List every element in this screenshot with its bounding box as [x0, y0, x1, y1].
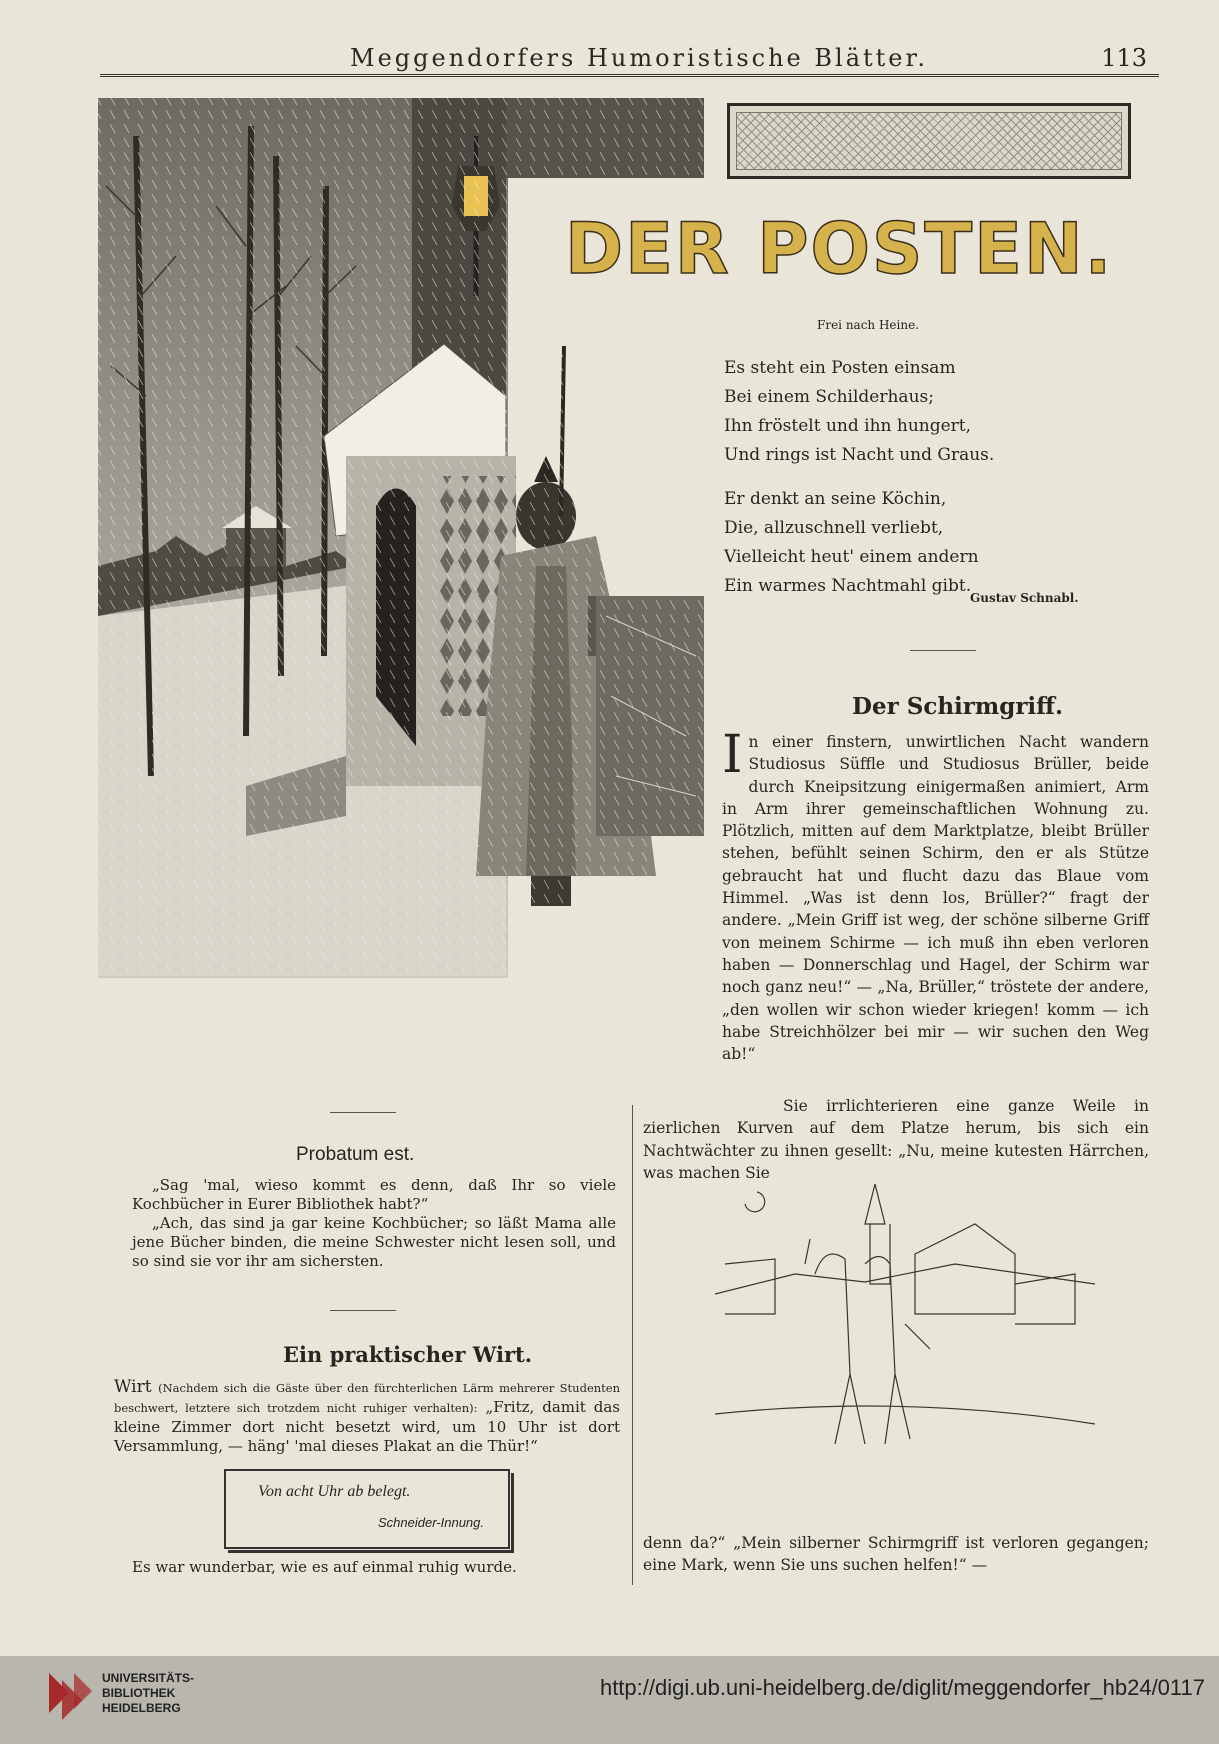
plakat-line-2: Schneider-Innung.	[377, 1515, 484, 1530]
running-head	[100, 40, 1159, 77]
ornament-box	[727, 103, 1131, 179]
poem-line: Und rings ist Nacht und Graus.	[724, 445, 995, 465]
wirt-body	[114, 1378, 620, 1456]
poem-line: Die, allzuschnell verliebt,	[724, 518, 944, 538]
poem-line: Ihn fröstelt und ihn hungert,	[724, 416, 972, 436]
university-library-logo-icon	[44, 1668, 94, 1726]
footer-institution-line: UNIVERSITÄTS-	[102, 1671, 195, 1685]
footer-url-link[interactable]: http://digi.ub.uni-heidelberg.de/diglit/meggendorfer_hb24/0117	[599, 1675, 1205, 1700]
poem-stanza-2	[724, 485, 1104, 601]
poem-line: Es steht ein Posten einsam	[724, 358, 956, 378]
probatum-paragraph: „Ach, das sind ja gar keine Kochbücher; so läßt Mama alle jene Bücher binden, die meine Schwester nicht lesen soll, und so sind sie vor ihr am sichersten.	[132, 1214, 616, 1270]
drop-cap: I	[722, 725, 743, 785]
schirmgriff-title: Der Schirmgriff.	[852, 693, 1064, 720]
poem-stanza-1	[724, 354, 1104, 470]
divider-rule	[910, 650, 976, 651]
poem-title: DER POSTEN.	[565, 208, 1114, 290]
wirt-speaker: Wirt	[114, 1377, 152, 1397]
schirmgriff-ending: denn da?“ „Mein silberner Schirmgriff ist verloren gegangen; eine Mark, wenn Sie uns suchen helfen!“ —	[643, 1534, 1149, 1575]
probatum-body	[132, 1176, 616, 1271]
night-watchman-sketch	[715, 1164, 1095, 1454]
footer-institution-line: HEIDELBERG	[102, 1701, 181, 1715]
poem-subtitle: Frei nach Heine.	[817, 318, 920, 332]
night-watchman-drawing	[715, 1164, 1095, 1454]
footer-institution-line: BIBLIOTHEK	[102, 1686, 176, 1700]
probatum-title: Probatum est.	[296, 1144, 415, 1165]
poem-line: Ein warmes Nachtmahl gibt.	[724, 576, 972, 596]
schirmgriff-continuation: Sie irrlichterieren eine ganze Weile in zierlichen Kurven auf dem Platze herum, bis sich ein Nachtwächter zu ihnen gesellt: „Nu, meine kutesten Härrchen, was machen Sie	[643, 1097, 1149, 1182]
column-divider	[632, 1105, 633, 1585]
running-title: Meggendorfers Humoristische Blätter.	[350, 44, 928, 72]
wirt-stage-direction: (Nachdem sich die Gäste über den fürchterlichen Lärm mehrerer Studenten beschwert, letztere sich trotzdem nicht ruhiger verhalten):	[114, 1381, 620, 1415]
plakat-line-1: Von acht Uhr ab belegt.	[258, 1483, 411, 1500]
page-number: 113	[1101, 44, 1147, 72]
poem-line: Bei einem Schilderhaus;	[724, 387, 934, 407]
poem-line: Vielleicht heut' einem andern	[724, 547, 979, 567]
schirmgriff-text: n einer finstern, unwirtlichen Nacht wandern Studiosus Süffle und Studiosus Brüller, beide durch Kneipsitzung einigermaßen animiert, Arm in Arm ihrer gemeinschaftlichen Wohnung zu. Plötzlich, mitten auf dem Marktplatze, bleibt Brüller stehen, befühlt seinen Schirm, den er als Stütze gebraucht hat und flucht dazu das Blaue vom Himmel. „Was ist denn los, Brüller?“ fragt der andere. „Mein Griff ist weg, der schöne silberne Griff von meinem Schirme — ich muß ihn eben verloren haben — Donnerschlag und Hagel, der Schirm war noch ganz neu!“ — „Na, Brüller,“ tröstete der andere, „den wollen wir schon wieder kriegen! komm — ich habe Streichhölzer bei mir — wir suchen den Weg ab!“	[722, 733, 1149, 1064]
plakat-sign	[224, 1469, 510, 1549]
poem-author: Gustav Schnabl.	[970, 591, 1079, 605]
schirmgriff-body	[722, 725, 1149, 1065]
wirt-ending: Es war wunderbar, wie es auf einmal ruhig wurde.	[132, 1558, 517, 1576]
poem-text	[724, 354, 1104, 616]
probatum-paragraph: „Sag 'mal, wieso kommt es denn, daß Ihr so viele Kochbücher in Eurer Bibliothek habt?“	[132, 1176, 616, 1213]
wirt-speech: „Fritz, damit das kleine Zimmer dort nicht besetzt wird, um 10 Uhr ist dort Versammlung, — häng' 'mal dieses Plakat an die Thür!“	[114, 1398, 620, 1455]
divider-rule	[330, 1310, 396, 1311]
wirt-title: Ein praktischer Wirt.	[283, 1342, 533, 1367]
footer-institution	[102, 1671, 194, 1716]
divider-rule	[330, 1112, 396, 1113]
poem-line: Er denkt an seine Köchin,	[724, 489, 947, 509]
